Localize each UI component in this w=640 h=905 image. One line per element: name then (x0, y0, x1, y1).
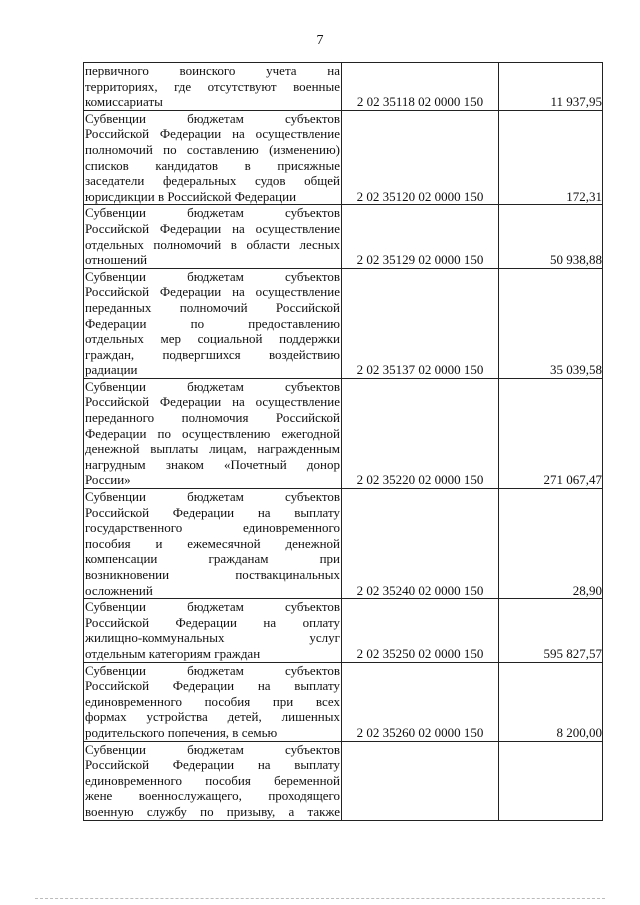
page-number: 7 (316, 33, 324, 48)
income-name-line: переданного полномочия Российской (85, 410, 340, 426)
budget-code-cell: 2 02 35240 02 0000 150 (342, 489, 499, 599)
page-bottom-edge (35, 898, 605, 899)
income-name-line: юрисдикции в Российской Федерации (85, 188, 297, 204)
income-name-line: военную службу по призыву, а также (85, 803, 340, 819)
income-name-line: компенсации гражданам при (85, 551, 340, 567)
income-name-line: территориях, где отсутствуют военные (85, 78, 340, 94)
income-name-line: отдельных полномочий в области лесных (85, 236, 340, 252)
income-name-line: жене военнослужащего, проходящего (85, 788, 340, 804)
income-name-text (84, 379, 341, 488)
income-name-line: Российской Федерации на выплату (85, 757, 340, 773)
income-name-text (84, 742, 341, 820)
income-name-text (84, 205, 341, 267)
amount-cell: 35 039,58 (499, 268, 603, 378)
income-name-cell (84, 110, 342, 205)
amount-cell: 50 938,88 (499, 205, 603, 268)
budget-code-cell: 2 02 35120 02 0000 150 (342, 110, 499, 205)
income-name-line: комиссариаты (85, 94, 163, 110)
income-name-line: Федерации по предоставлению (85, 315, 340, 331)
amount-cell: 595 827,57 (499, 599, 603, 662)
income-name-line: Российской Федерации на выплату (85, 678, 340, 694)
income-name-line: нагрудным знаком «Почетный донор (85, 456, 340, 472)
income-name-line: пособия и ежемесячной денежной (85, 535, 340, 551)
amount-cell: 8 200,00 (499, 662, 603, 741)
table-row (84, 110, 603, 205)
income-name-text (84, 63, 341, 110)
income-name-cell (84, 662, 342, 741)
income-name-line: денежной выплаты лицам, награжденным (85, 441, 340, 457)
amount-cell (499, 741, 603, 820)
income-name-line: Субвенции бюджетам субъектов (85, 268, 340, 284)
income-name-line: Субвенции бюджетам субъектов (85, 489, 340, 505)
table-row (84, 205, 603, 268)
income-name-text (84, 599, 341, 661)
income-name-line: родительского попечения, в семью (85, 724, 278, 740)
income-name-line: Субвенции бюджетам субъектов (85, 599, 340, 615)
amount-cell: 28,90 (499, 489, 603, 599)
budget-code-cell: 2 02 35137 02 0000 150 (342, 268, 499, 378)
income-name-line: государственного единовременного (85, 520, 340, 536)
income-name-line: отдельным категориям граждан (85, 645, 261, 661)
budget-code-cell (342, 741, 499, 820)
table-row (84, 268, 603, 378)
income-name-line: Субвенции бюджетам субъектов (85, 110, 340, 126)
income-name-line: Российской Федерации на осуществление (85, 220, 340, 236)
amount-cell: 271 067,47 (499, 378, 603, 488)
income-name-cell (84, 205, 342, 268)
income-name-line: Субвенции бюджетам субъектов (85, 741, 340, 757)
income-name-line: заседатели федеральных судов общей (85, 173, 340, 189)
income-name-line: Российской Федерации на осуществление (85, 126, 340, 142)
table-row (84, 599, 603, 662)
income-name-line: Российской Федерации на осуществление (85, 394, 340, 410)
income-name-line: единовременного пособия при всех (85, 693, 340, 709)
amount-cell: 11 937,95 (499, 63, 603, 111)
income-name-line: Российской Федерации на выплату (85, 504, 340, 520)
income-name-line: списков кандидатов в присяжные (85, 157, 340, 173)
table-body (84, 63, 603, 821)
income-name-cell (84, 741, 342, 820)
income-name-line: формах устройства детей, лишенных (85, 709, 340, 725)
income-name-line: Федерации по осуществлению ежегодной (85, 425, 340, 441)
income-name-line: Российской Федерации на оплату (85, 614, 340, 630)
income-name-line: полномочий по составлению (изменению) (85, 141, 340, 157)
budget-code-cell: 2 02 35129 02 0000 150 (342, 205, 499, 268)
table-row (84, 378, 603, 488)
budget-code-cell: 2 02 35220 02 0000 150 (342, 378, 499, 488)
income-name-line: Субвенции бюджетам субъектов (85, 205, 340, 221)
income-name-line: единовременного пособия беременной (85, 772, 340, 788)
budget-table (83, 62, 603, 821)
budget-code-cell: 2 02 35260 02 0000 150 (342, 662, 499, 741)
income-name-line: Субвенции бюджетам субъектов (85, 378, 340, 394)
income-name-line: жилищно-коммунальных услуг (85, 630, 340, 646)
income-name-line: России» (85, 472, 131, 488)
income-name-cell (84, 378, 342, 488)
amount-cell: 172,31 (499, 110, 603, 205)
budget-code-cell: 2 02 35250 02 0000 150 (342, 599, 499, 662)
income-name-text (84, 489, 341, 598)
income-name-line: граждан, подвергшихся воздействию (85, 346, 340, 362)
income-name-line: осложнений (85, 582, 153, 598)
table-row (84, 489, 603, 599)
income-name-cell (84, 599, 342, 662)
income-name-cell (84, 268, 342, 378)
budget-code-cell: 2 02 35118 02 0000 150 (342, 63, 499, 111)
income-name-cell (84, 489, 342, 599)
income-name-line: радиации (85, 362, 138, 378)
income-name-line: первичного воинского учета на (85, 63, 340, 78)
income-name-text (84, 111, 341, 205)
table-row (84, 741, 603, 820)
income-name-cell (84, 63, 342, 111)
income-name-line: переданных полномочий Российской (85, 299, 340, 315)
table-row (84, 662, 603, 741)
income-name-line: Субвенции бюджетам субъектов (85, 662, 340, 678)
income-name-line: отношений (85, 252, 148, 268)
income-name-text (84, 269, 341, 378)
table-row (84, 63, 603, 111)
income-name-line: возникновении поствакцинальных (85, 567, 340, 582)
income-name-text (84, 663, 341, 741)
income-name-line: отдельных мер социальной поддержки (85, 331, 340, 347)
income-name-line: Российской Федерации на осуществление (85, 284, 340, 300)
